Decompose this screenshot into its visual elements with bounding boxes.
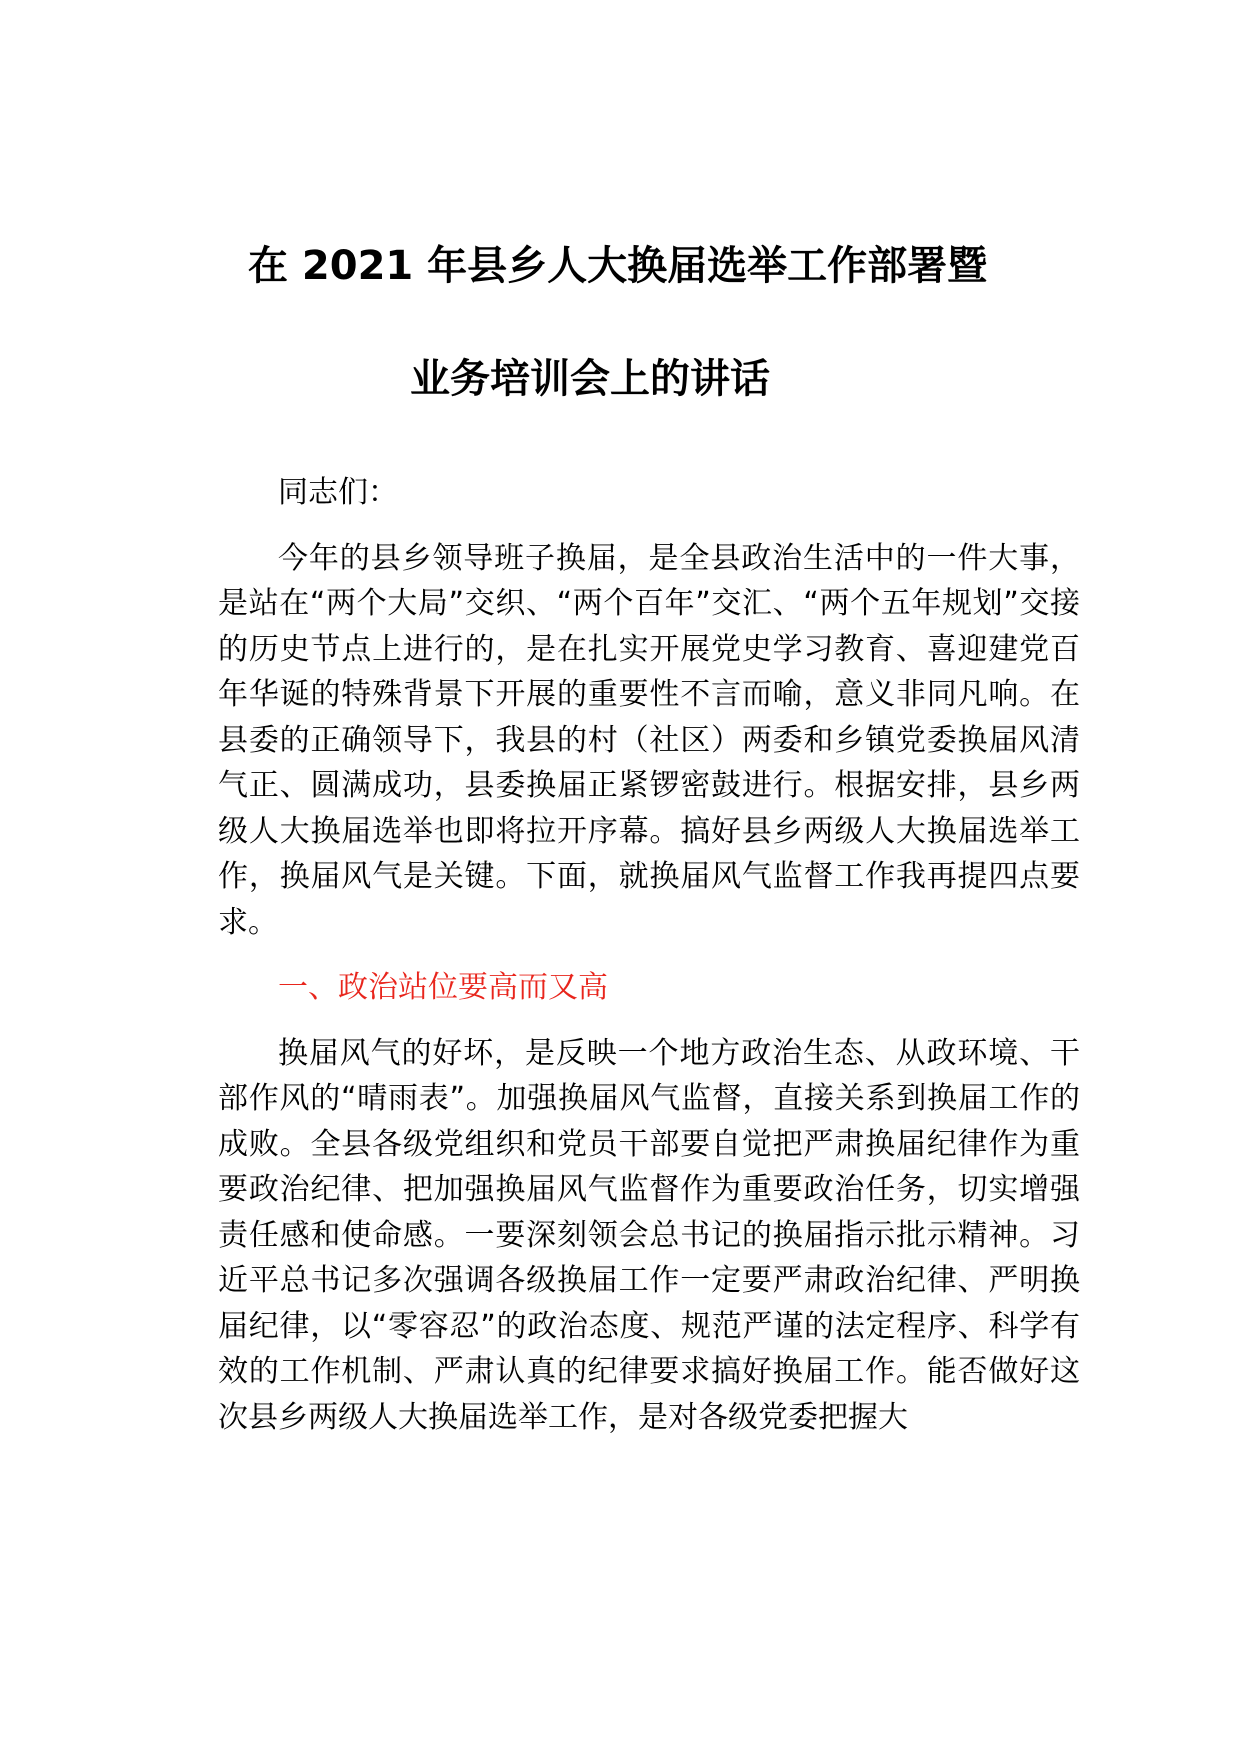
document-body xyxy=(218,470,1080,1440)
salutation: 同志们： xyxy=(278,475,398,510)
document-title-line-2: 业务培训会上的讲话 xyxy=(410,356,770,402)
section-heading-1: 一、政治站位要高而又高 xyxy=(278,970,608,1005)
paragraph-intro: 今年的县乡领导班子换届，是全县政治生活中的一件大事，是站在“两个大局”交织、“两个百年”交汇、“两个五年规划”交接的历史节点上进行的，是在扎实开展党史学习教育、喜迎建党百年华诞的特殊背景下开展的重要性不言而喻，意义非同凡响。在县委的正确领导下，我县的村（社区）两委和乡镇党委换届风清气正、圆满成功，县委换届正紧锣密鼓进行。根据安排，县乡两级人大换届选举也即将拉开序幕。搞好县乡两级人大换届选举工作，换届风气是关键。下面，就换届风气监督工作我再提四点要求。 xyxy=(218,540,1080,940)
document-title-line-1: 在 2021 年县乡人大换届选举工作部署暨 xyxy=(248,243,988,289)
paragraph-section-1: 换届风气的好坏，是反映一个地方政治生态、从政环境、干部作风的“晴雨表”。加强换届风气监督，直接关系到换届工作的成败。全县各级党组织和党员干部要自觉把严肃换届纪律作为重要政治纪律、把加强换届风气监督作为重要政治任务，切实增强责任感和使命感。一要深刻领会总书记的换届指示批示精神。习近平总书记多次强调各级换届工作一定要严肃政治纪律、严明换届纪律，以“零容忍”的政治态度、规范严谨的法定程序、科学有效的工作机制、严肃认真的纪律要求搞好换届工作。能否做好这次县乡两级人大换届选举工作，是对各级党委把握大 xyxy=(218,1035,1080,1435)
